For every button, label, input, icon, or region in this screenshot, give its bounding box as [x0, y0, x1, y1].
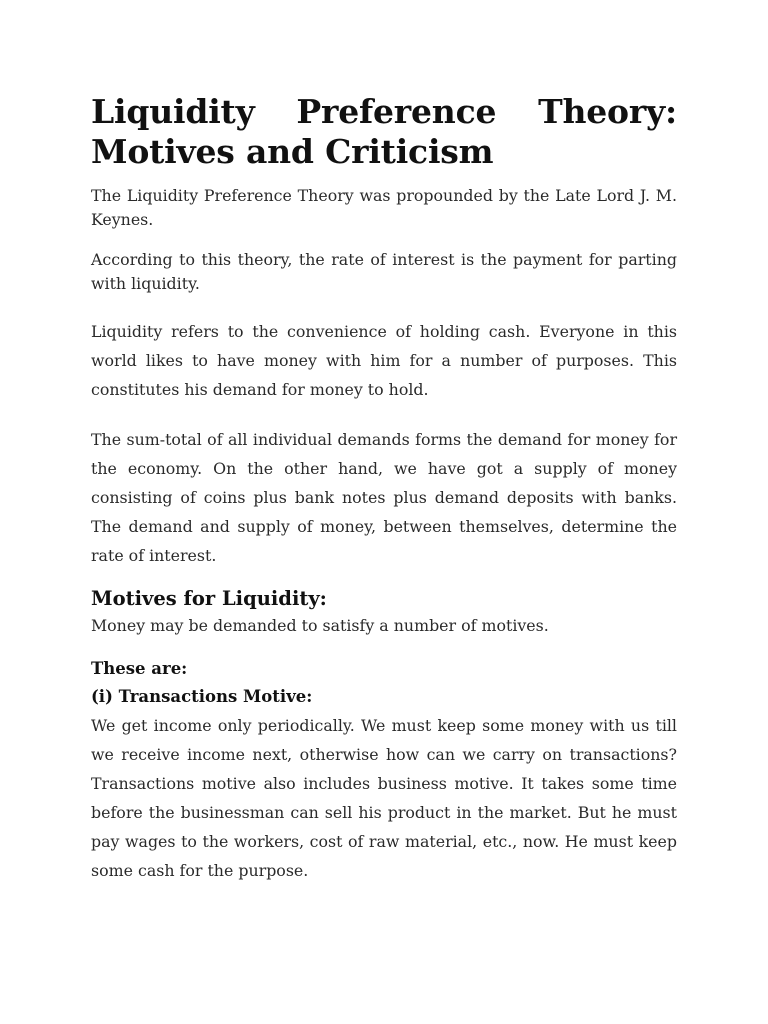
these-are-heading: These are:: [91, 659, 188, 678]
according-paragraph: According to this theory, the rate of interest is the payment for parting with liquidity.: [91, 250, 677, 293]
transactions-motive-heading: (i) Transactions Motive:: [91, 687, 313, 706]
liquidity-definition-paragraph: Liquidity refers to the convenience of holding cash. Everyone in this world likes to have money with him for a number of purposes. This constitutes his demand for money to hold.: [91, 322, 677, 399]
motives-heading: Motives for Liquidity:: [91, 587, 327, 610]
motives-intro-paragraph: Money may be demanded to satisfy a number of motives.: [91, 616, 549, 635]
page-title: [91, 92, 677, 172]
title-line-2: Motives and Criticism: [91, 132, 494, 171]
sum-total-paragraph: The sum-total of all individual demands forms the demand for money for the economy. On the other hand, we have got a supply of money consisting of coins plus bank notes plus demand deposits with banks. The demand and supply of money, between themselves, determine the rate of interest.: [91, 430, 677, 565]
title-line-1: Liquidity Preference Theory:: [91, 92, 677, 131]
document-page: [91, 92, 677, 885]
intro-paragraph: The Liquidity Preference Theory was propounded by the Late Lord J. M. Keynes.: [91, 186, 677, 229]
transactions-motive-paragraph: We get income only periodically. We must keep some money with us till we receive income next, otherwise how can we carry on transactions? Transactions motive also includes business motive. It takes some time before the businessman can sell his product in the market. But he must pay wages to the workers, cost of raw material, etc., now. He must keep some cash for the purpose.: [91, 716, 677, 880]
